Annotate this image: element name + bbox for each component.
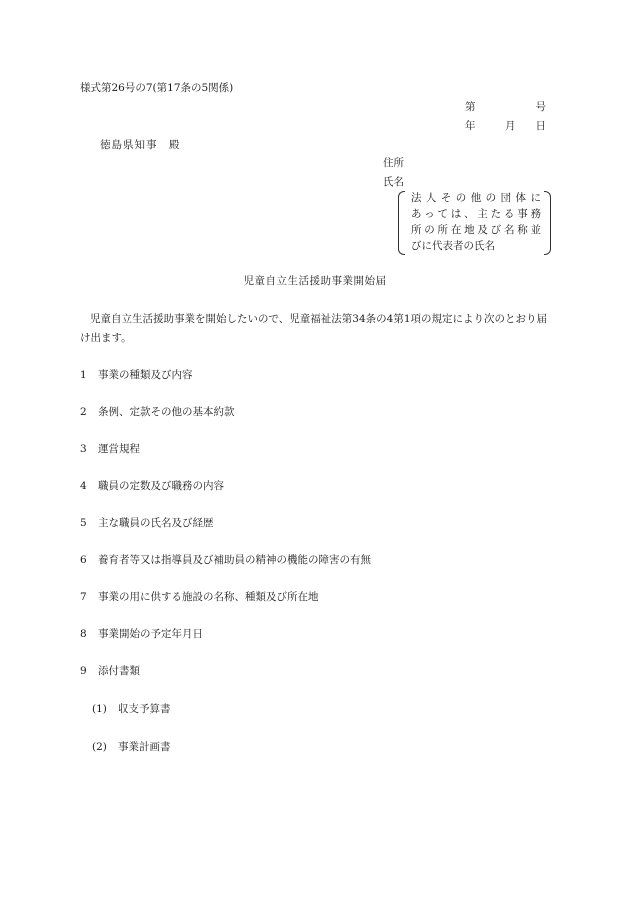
list-item-number: 3 xyxy=(80,443,87,455)
list-item xyxy=(80,590,319,604)
list-item xyxy=(80,368,193,382)
list-item-number: 5 xyxy=(80,517,87,529)
corporate-note xyxy=(398,188,551,256)
date-month-label: 月 xyxy=(505,120,516,132)
list-item-text: 主な職員の氏名及び経歴 xyxy=(98,517,214,529)
date-year-label: 年 xyxy=(465,120,476,132)
list-item xyxy=(80,479,224,493)
list-item xyxy=(80,442,140,456)
applicant-address-label: 住所 xyxy=(383,157,404,169)
list-item-number: 7 xyxy=(80,591,87,603)
left-bracket xyxy=(398,191,405,255)
list-item-text: 添付書類 xyxy=(98,665,140,677)
list-item-text: 事業開始の予定年月日 xyxy=(98,628,203,640)
corporate-note-text xyxy=(411,190,541,254)
attachment-number: (1) xyxy=(92,703,107,715)
list-item xyxy=(80,664,140,678)
body-text: 児童自立生活援助事業を開始したいので、児童福祉法第34条の4第1項の規定により次のとおり届け出ます。 xyxy=(80,313,548,344)
document-number-suffix: 号 xyxy=(535,101,546,113)
attachment-item xyxy=(92,740,171,754)
list-item xyxy=(80,627,203,641)
list-item xyxy=(80,516,214,530)
list-item-text: 条例、定款その他の基本約款 xyxy=(98,406,235,418)
attachment-item xyxy=(92,702,171,716)
list-item-text: 運営規程 xyxy=(98,443,140,455)
list-item-text: 職員の定数及び職務の内容 xyxy=(98,480,224,492)
addressee: 徳島県知事 殿 xyxy=(100,139,181,151)
list-item-text: 事業の用に供する施設の名称、種類及び所在地 xyxy=(98,591,319,603)
document-number-prefix: 第 xyxy=(465,101,476,113)
attachment-number: (2) xyxy=(92,741,107,753)
list-item-text: 事業の種類及び内容 xyxy=(98,369,193,381)
list-item-number: 1 xyxy=(80,369,87,381)
form-number: 様式第26号の7(第17条の5関係) xyxy=(80,82,234,94)
list-item xyxy=(80,405,235,419)
list-item-number: 2 xyxy=(80,406,87,418)
list-item-text: 養育者等又は指導員及び補助員の精神の機能の障害の有無 xyxy=(98,554,371,566)
list-item xyxy=(80,553,371,567)
right-bracket xyxy=(544,191,551,255)
applicant-name-label: 氏名 xyxy=(383,176,404,188)
attachment-text: 事業計画書 xyxy=(118,741,171,753)
corporate-note-line: 所の所在地及び名称並 xyxy=(411,224,541,236)
list-item-number: 9 xyxy=(80,665,87,677)
list-item-number: 8 xyxy=(80,628,87,640)
corporate-note-line: あっては、主たる事務 xyxy=(411,208,541,220)
attachment-text: 収支予算書 xyxy=(118,703,171,715)
corporate-note-line: 法人その他の団体に xyxy=(411,192,541,204)
list-item-number: 4 xyxy=(80,480,87,492)
list-item-number: 6 xyxy=(80,554,87,566)
corporate-note-line: びに代表者の氏名 xyxy=(411,240,495,252)
document-title: 児童自立生活援助事業開始届 xyxy=(243,275,387,287)
date-day-label: 日 xyxy=(535,120,546,132)
